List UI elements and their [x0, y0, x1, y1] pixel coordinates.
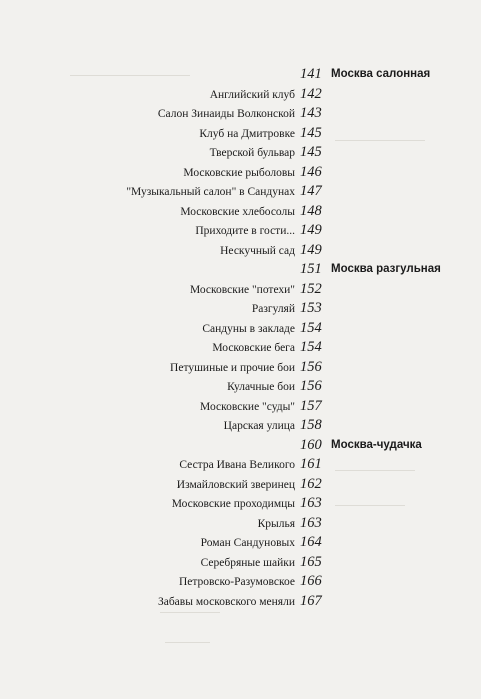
entry-title: Московские проходимцы — [171, 498, 295, 510]
entry-page-number: 154 — [300, 339, 322, 355]
entry-title: Измайловский зверинец — [176, 478, 295, 491]
entry-title: Кулачные бои — [227, 381, 295, 393]
toc-entry — [0, 300, 481, 320]
entry-page-number: 143 — [300, 105, 322, 121]
entry-page-number: 162 — [300, 475, 322, 492]
entry-title: Салон Зинаиды Волконской — [157, 108, 295, 120]
entry-title: Петушиные и прочие бои — [170, 361, 295, 374]
entry-title: Забавы московского меняли — [157, 595, 295, 608]
entry-page-number: 152 — [300, 280, 322, 297]
show-through-line — [160, 612, 220, 613]
entry-title: "Музыкальный салон" в Сандунах — [126, 186, 295, 198]
entry-title: Сестра Ивана Великого — [179, 459, 295, 471]
toc-entry — [0, 554, 481, 574]
entry-page-number: 165 — [300, 553, 322, 570]
entry-page-number: 156 — [300, 378, 322, 394]
toc-entry — [0, 320, 481, 340]
toc-entry — [0, 476, 481, 496]
toc-entry — [0, 105, 481, 125]
toc-entry — [0, 183, 481, 203]
toc-entry — [0, 417, 481, 437]
section-page-number: 160 — [300, 436, 322, 453]
entry-title: Царская улица — [223, 420, 295, 432]
toc-entry — [0, 515, 481, 535]
entry-page-number: 166 — [300, 573, 322, 589]
toc-entry — [0, 125, 481, 145]
entry-page-number: 161 — [300, 456, 322, 472]
entry-title: Московские бега — [212, 342, 295, 354]
entry-title: Нескучный сад — [220, 244, 295, 257]
toc-entry — [0, 281, 481, 301]
toc-entry — [0, 359, 481, 379]
entry-page-number: 145 — [300, 124, 322, 141]
toc-entry — [0, 534, 481, 554]
toc-entry — [0, 222, 481, 242]
entry-title: Английский клуб — [209, 88, 295, 101]
entry-title: Московские хлебосолы — [180, 205, 295, 218]
entry-title: Приходите в гости... — [195, 225, 295, 237]
entry-page-number: 164 — [300, 534, 322, 550]
entry-title: Московские "потехи" — [189, 283, 295, 296]
section-heading-row — [0, 66, 481, 86]
entry-page-number: 167 — [300, 592, 322, 609]
entry-page-number: 146 — [300, 163, 322, 180]
section-title: Москва салонная — [331, 68, 431, 80]
toc-entry — [0, 203, 481, 223]
toc-entry — [0, 144, 481, 164]
toc-entry — [0, 456, 481, 476]
section-title: Москва-чудачка — [331, 438, 422, 451]
entry-page-number: 142 — [300, 85, 322, 102]
entry-title: Клуб на Дмитровке — [199, 127, 295, 140]
entry-title: Петровско-Разумовское — [178, 576, 295, 588]
toc-entry — [0, 398, 481, 418]
toc-entry — [0, 164, 481, 184]
section-heading-row — [0, 437, 481, 457]
entry-page-number: 163 — [300, 495, 322, 511]
entry-page-number: 149 — [300, 241, 322, 258]
entry-page-number: 153 — [300, 300, 322, 316]
toc-entry — [0, 86, 481, 106]
entry-title: Московские рыболовы — [183, 166, 295, 179]
section-title: Москва разгульная — [331, 263, 441, 275]
toc-entry — [0, 339, 481, 359]
entry-title: Роман Сандуновых — [200, 537, 295, 549]
entry-title: Крылья — [257, 517, 295, 530]
entry-title: Сандуны в закладе — [202, 322, 295, 335]
toc-entry — [0, 593, 481, 613]
entry-page-number: 156 — [300, 358, 322, 375]
entry-title: Московские "суды" — [200, 400, 295, 413]
entry-page-number: 154 — [300, 319, 322, 336]
section-page-number: 151 — [300, 261, 322, 277]
section-heading-row — [0, 261, 481, 281]
toc-entry — [0, 573, 481, 593]
entry-page-number: 149 — [300, 222, 322, 238]
show-through-line — [165, 642, 210, 643]
section-page-number: 141 — [300, 66, 322, 82]
entry-page-number: 147 — [300, 183, 322, 199]
table-of-contents — [0, 66, 481, 612]
entry-page-number: 157 — [300, 397, 322, 414]
entry-title: Разгуляй — [251, 303, 295, 315]
entry-title: Серебряные шайки — [200, 556, 295, 569]
toc-entry — [0, 242, 481, 262]
entry-page-number: 148 — [300, 202, 322, 219]
entry-page-number: 158 — [300, 417, 322, 433]
entry-title: Тверской бульвар — [209, 147, 295, 159]
toc-entry — [0, 378, 481, 398]
entry-page-number: 163 — [300, 514, 322, 531]
toc-entry — [0, 495, 481, 515]
entry-page-number: 145 — [300, 144, 322, 160]
